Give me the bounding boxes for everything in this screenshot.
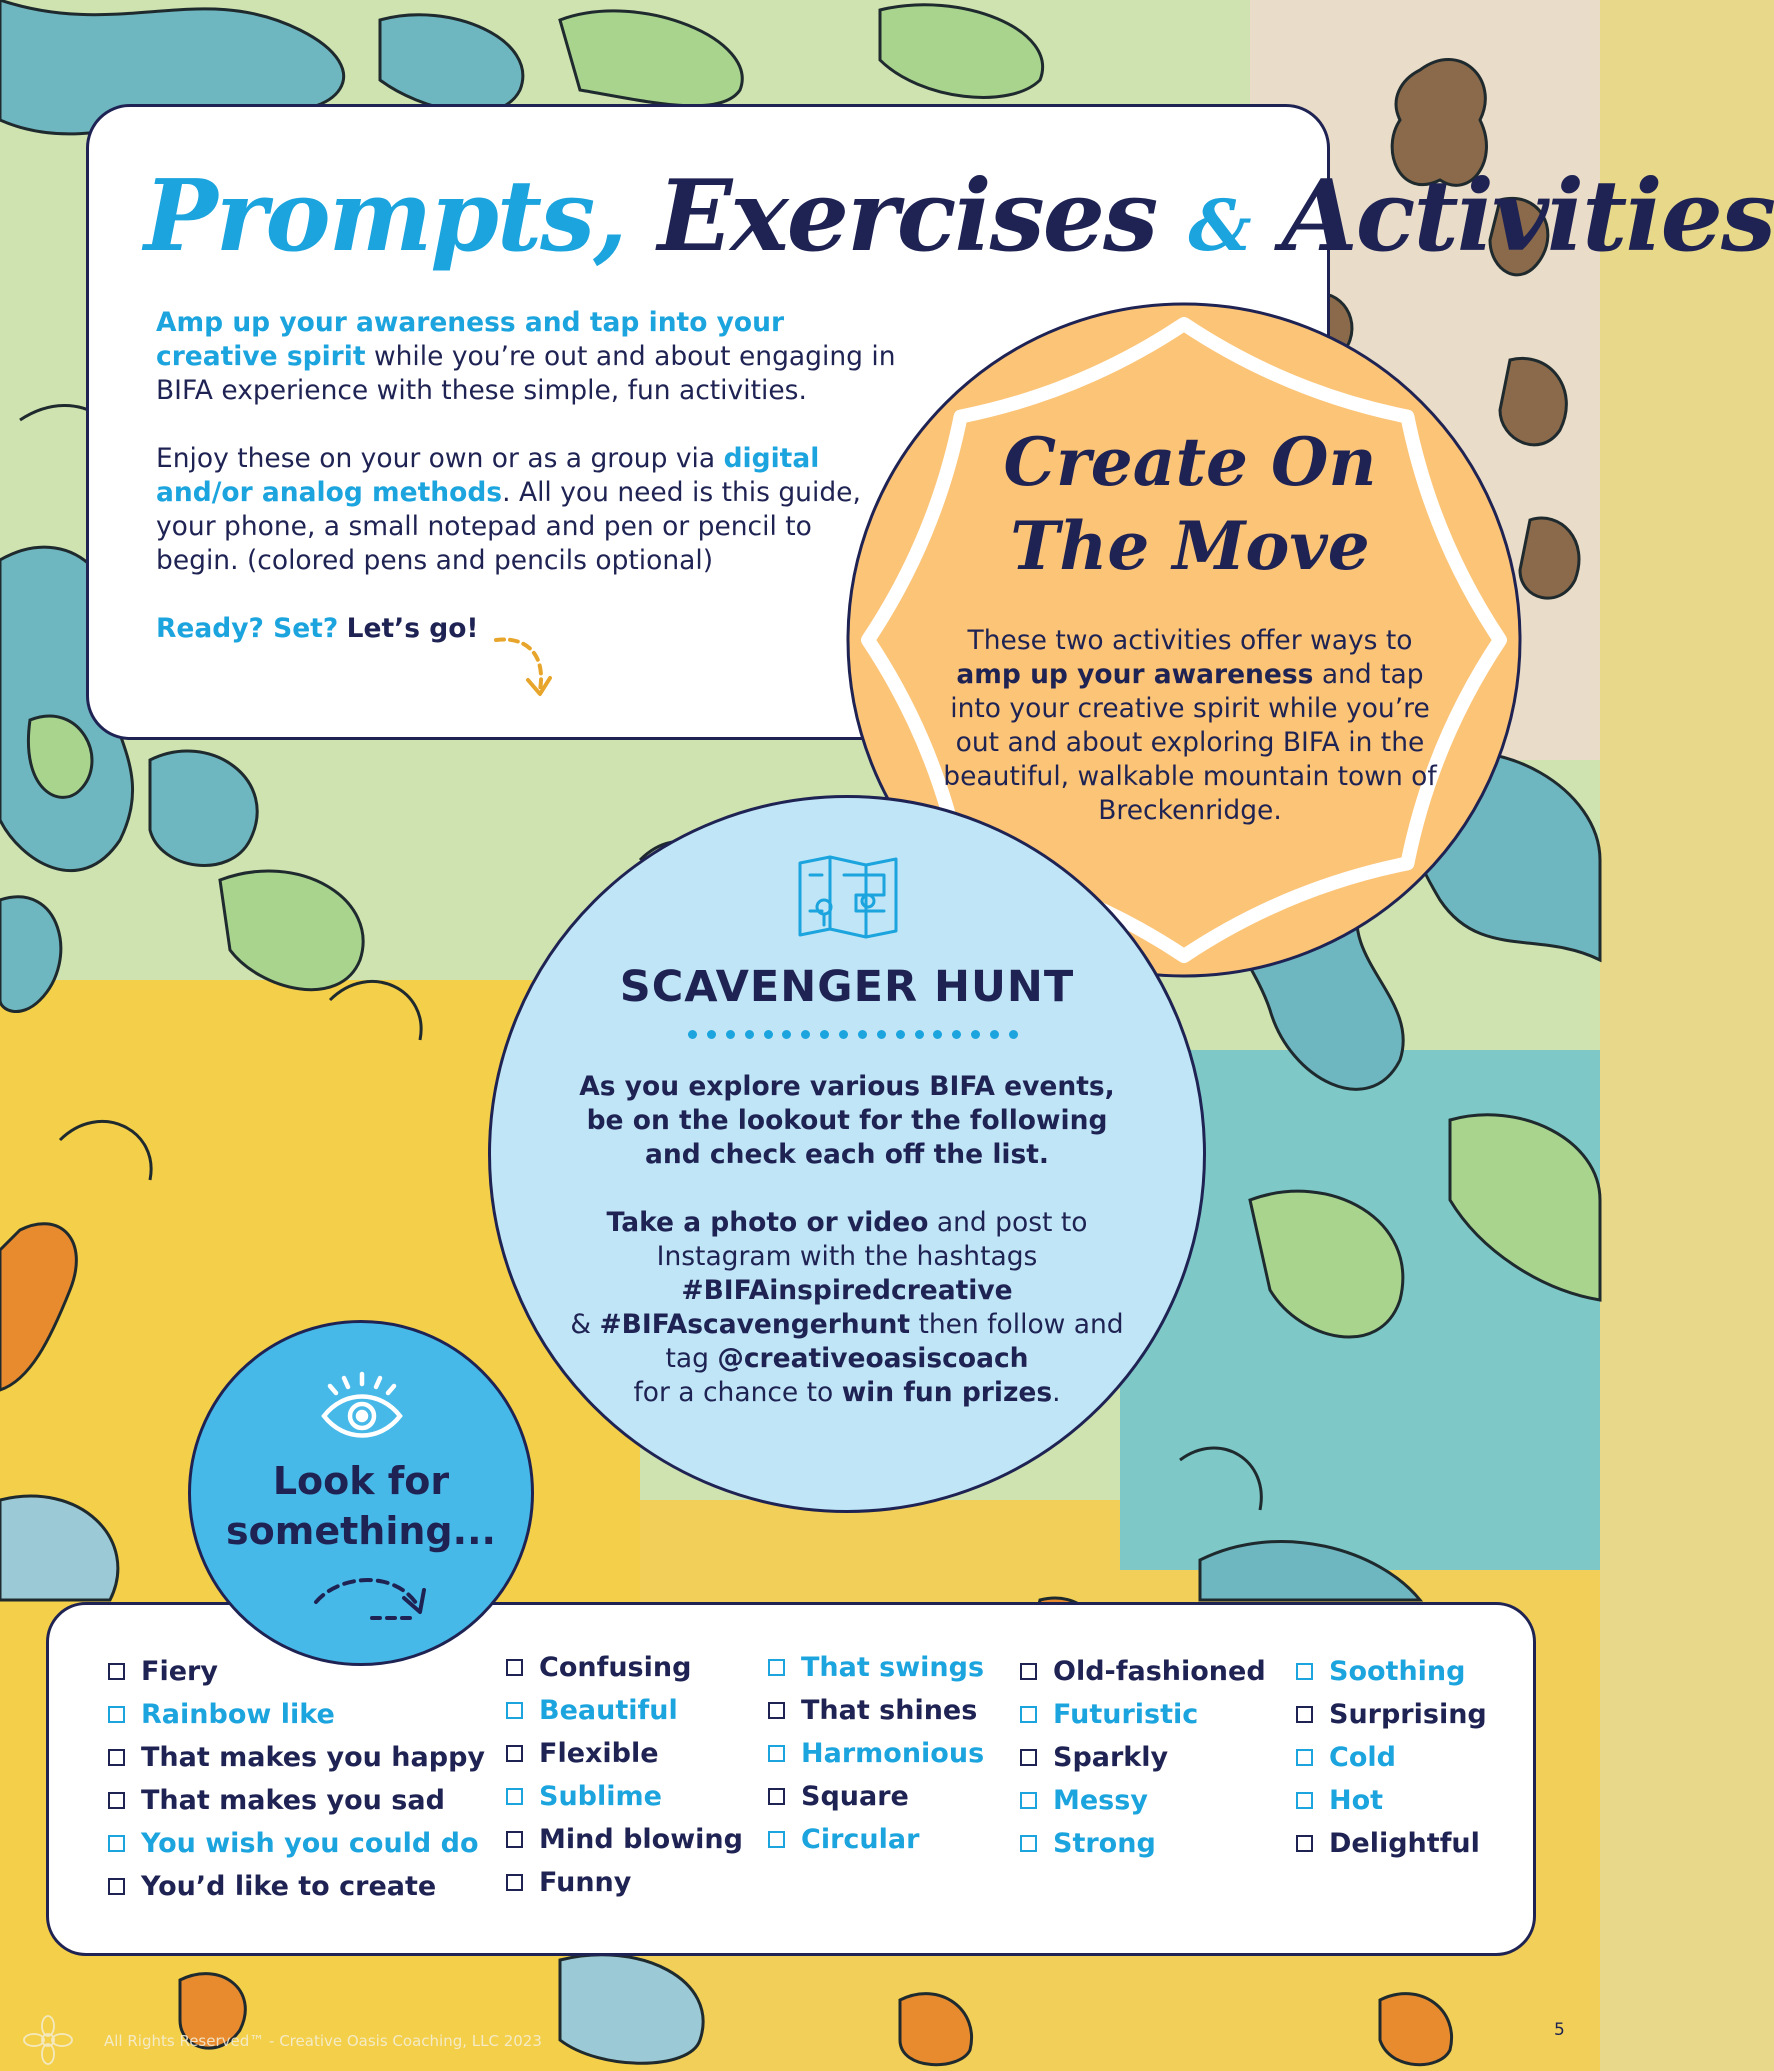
go-text: Let’s go! [346,613,479,644]
checklist-item[interactable] [1020,1779,1266,1822]
checklist-label: Mind blowing [539,1824,743,1855]
checkbox-icon[interactable] [108,1749,125,1766]
checklist-label: Rainbow like [141,1699,335,1730]
checklist-column-4 [1020,1650,1266,1865]
checkbox-icon[interactable] [506,1659,523,1676]
checklist-label: Sublime [539,1781,662,1812]
checklist-item[interactable] [506,1775,743,1818]
checklist-label: Beautiful [539,1695,678,1726]
instagram-handle: @creativeoasiscoach [717,1343,1029,1374]
checkbox-icon[interactable] [108,1663,125,1680]
checklist-label: That makes you sad [141,1785,445,1816]
checklist-item[interactable] [506,1818,743,1861]
checklist-item[interactable] [108,1779,485,1822]
checklist-label: Cold [1329,1742,1396,1773]
create-title-line-1: Create On [1003,423,1377,501]
checklist-label: That shines [801,1695,978,1726]
checkbox-icon[interactable] [1296,1835,1313,1852]
hunt-photo-bold: Take a photo or video [606,1207,929,1238]
checklist-label: Delightful [1329,1828,1480,1859]
checkbox-icon[interactable] [1020,1835,1037,1852]
checklist-item[interactable] [108,1693,485,1736]
intro-highlight: Amp up your awareness and tap into your creative spirit [156,307,785,372]
checklist-label: Futuristic [1053,1699,1199,1730]
checklist-label: Sparkly [1053,1742,1169,1773]
checkbox-icon[interactable] [506,1702,523,1719]
checklist-label: Harmonious [801,1738,985,1769]
checklist-column-2 [506,1646,743,1904]
create-title-line-2: The Move [1010,507,1370,585]
checklist-label: Messy [1053,1785,1148,1816]
title-part-prompts: Prompts, [144,159,626,274]
scavenger-hunt-instructions [560,1206,1134,1410]
checkbox-icon[interactable] [768,1788,785,1805]
checklist-item[interactable] [768,1646,984,1689]
checklist-label: You’d like to create [141,1871,437,1902]
checklist-item[interactable] [1296,1779,1487,1822]
footer-copyright: All Rights Reserved™ - Creative Oasis Coaching, LLC 2023 [104,2032,542,2050]
title-ampersand: & [1188,184,1250,267]
checkbox-icon[interactable] [768,1831,785,1848]
checkbox-icon[interactable] [1020,1749,1037,1766]
curved-arrow-icon [490,632,560,704]
checkbox-icon[interactable] [1296,1749,1313,1766]
checkbox-icon[interactable] [506,1874,523,1891]
create-body-start: These two activities offer ways to [967,625,1413,656]
checklist-item[interactable] [1020,1736,1266,1779]
title-part-activities: Activities [1281,159,1774,274]
checkbox-icon[interactable] [108,1792,125,1809]
checkbox-icon[interactable] [506,1788,523,1805]
checklist-item[interactable] [108,1650,485,1693]
checklist-item[interactable] [506,1861,743,1904]
map-icon [796,855,900,939]
checklist-item[interactable] [1296,1736,1487,1779]
dashed-arrow-icon [310,1568,430,1624]
checklist-item[interactable] [1296,1693,1487,1736]
checklist-label: Fiery [141,1656,218,1687]
hunt-text-5: . [1052,1377,1061,1408]
look-for-line-2: something... [226,1509,496,1553]
checklist-item[interactable] [1020,1650,1266,1693]
hunt-text-1: and post to Instagram with the hashtags [656,1207,1088,1272]
checklist-column-1 [108,1650,485,1908]
intro-text [156,306,896,680]
checklist-item[interactable] [1020,1822,1266,1865]
page-number: 5 [1554,2020,1565,2040]
checkbox-icon[interactable] [1296,1663,1313,1680]
checklist-item[interactable] [1296,1650,1487,1693]
checkbox-icon[interactable] [1296,1706,1313,1723]
hunt-text-3: then follow and tag [665,1309,1124,1374]
eye-icon [318,1370,406,1444]
checkbox-icon[interactable] [506,1745,523,1762]
checkbox-icon[interactable] [1020,1663,1037,1680]
intro-paragraph-1 [156,306,896,408]
look-for-title [206,1456,516,1556]
win-prizes: win fun prizes [841,1377,1053,1408]
create-body-rest: and tap into your creative spirit while you’re out and about exploring BIFA in the beautiful, walkable mountain town of Breckenridge. [943,659,1437,826]
checklist-item[interactable] [768,1818,984,1861]
intro-p2-start: Enjoy these on your own or as a group via [156,443,724,474]
checklist-item[interactable] [108,1865,485,1908]
checklist-item[interactable] [768,1689,984,1732]
hashtag-inspired: #BIFAinspiredcreative [681,1275,1013,1306]
checklist-item[interactable] [768,1732,984,1775]
checklist-item[interactable] [1296,1822,1487,1865]
look-for-line-1: Look for [272,1459,450,1503]
checklist-label: Confusing [539,1652,692,1683]
checkbox-icon[interactable] [108,1706,125,1723]
ready-text: Ready? Set? [156,613,339,644]
checklist-label: You wish you could do [141,1828,479,1859]
checkbox-icon[interactable] [506,1831,523,1848]
checklist-item[interactable] [506,1732,743,1775]
checklist-label: That swings [801,1652,985,1683]
checkbox-icon[interactable] [1296,1792,1313,1809]
checklist-label: Surprising [1329,1699,1487,1730]
checklist-label: That makes you happy [141,1742,485,1773]
checklist-label: Flexible [539,1738,659,1769]
checklist-item[interactable] [108,1822,485,1865]
checklist-item[interactable] [506,1646,743,1689]
checkbox-icon[interactable] [768,1702,785,1719]
create-body-bold: amp up your awareness [956,659,1314,690]
checkbox-icon[interactable] [108,1878,125,1895]
intro-paragraph-2 [156,442,896,578]
title-part-exercises: Exercises [657,159,1157,274]
intro-p1-rest: while you’re out and about engaging in BIFA experience with these simple, fun activities. [156,341,896,406]
checkbox-icon[interactable] [768,1659,785,1676]
hashtag-scavenger: #BIFAscavengerhunt [599,1309,911,1340]
scavenger-hunt-lead: As you explore various BIFA events, be on the lookout for the following and check each off the list. [579,1071,1115,1170]
checklist-label: Funny [539,1867,632,1898]
checklist-label: Strong [1053,1828,1156,1859]
checklist-item[interactable] [768,1775,984,1818]
intro-p2-highlight: digital and/or analog methods [156,443,820,508]
dotted-divider [688,1026,1018,1042]
hunt-text-4: for a chance to [633,1377,842,1408]
checklist-label: Hot [1329,1785,1384,1816]
checkbox-icon[interactable] [1020,1706,1037,1723]
scavenger-hunt-title: SCAVENGER HUNT [619,962,1075,1012]
create-on-the-move-title [960,420,1420,588]
checkbox-icon[interactable] [1020,1792,1037,1809]
checklist-label: Square [801,1781,909,1812]
checklist-column-3 [768,1646,984,1861]
checkbox-icon[interactable] [768,1745,785,1762]
checkbox-icon[interactable] [108,1835,125,1852]
checklist-item[interactable] [506,1689,743,1732]
checklist-label: Old-fashioned [1053,1656,1266,1687]
intro-p2-rest: . All you need is this guide, your phone, a small notepad and pen or pencil to begin. (colored pens and pencils optional) [156,477,861,576]
mandala-logo-icon [22,2014,74,2066]
checklist-item[interactable] [1020,1693,1266,1736]
checklist-column-5 [1296,1650,1487,1865]
checklist-item[interactable] [108,1736,485,1779]
create-on-the-move-body [940,624,1440,828]
checklist-label: Circular [801,1824,920,1855]
hunt-text-2: & [570,1309,600,1340]
page-title [144,142,1774,302]
checklist-label: Soothing [1329,1656,1466,1687]
